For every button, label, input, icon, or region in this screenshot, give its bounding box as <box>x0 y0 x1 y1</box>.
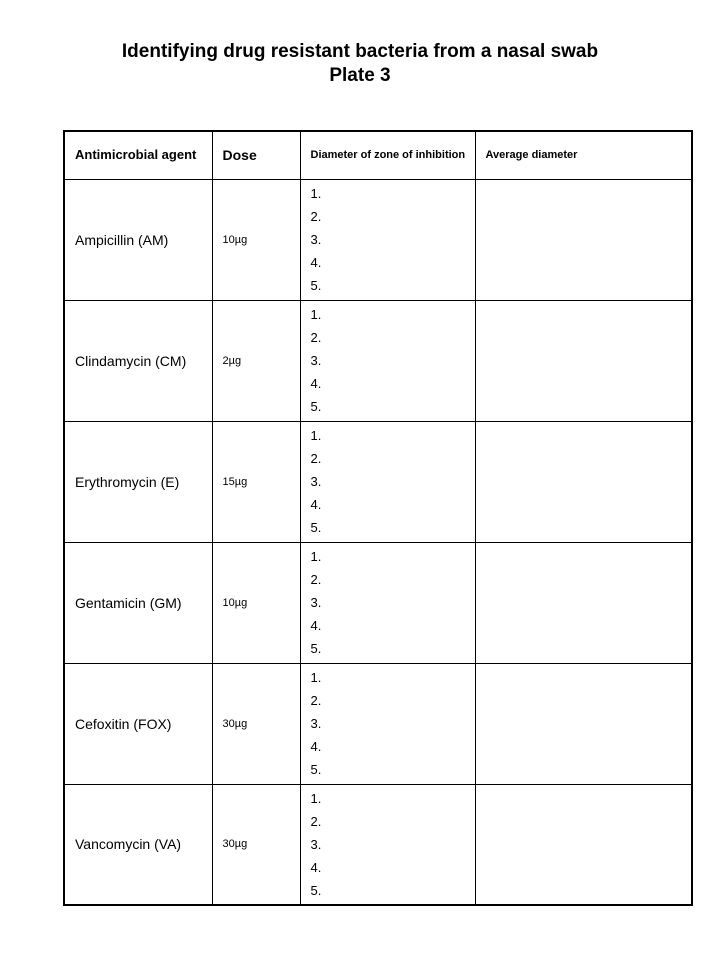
replicate-entry: 1. <box>310 307 322 322</box>
antimicrobial-agent-cell: Vancomycin (VA) <box>64 784 212 905</box>
replicate-entry: 4. <box>310 497 322 512</box>
average-diameter-cell[interactable] <box>475 542 692 663</box>
table-header-row <box>64 131 692 179</box>
antimicrobial-agent-cell: Clindamycin (CM) <box>64 300 212 421</box>
table-row <box>64 300 692 421</box>
replicate-entry: 4. <box>310 739 322 754</box>
dose-cell: 10µg <box>212 542 300 663</box>
replicate-list <box>311 303 475 418</box>
zone-diameter-cell[interactable] <box>300 300 475 421</box>
replicate-entry: 3. <box>310 716 322 731</box>
replicate-list <box>311 666 475 781</box>
table-body <box>64 179 692 905</box>
replicate-entry: 4. <box>310 618 322 633</box>
replicate-list <box>311 182 475 297</box>
average-diameter-cell[interactable] <box>475 421 692 542</box>
table-row <box>64 179 692 300</box>
replicate-entry: 4. <box>310 255 322 270</box>
zone-diameter-cell[interactable] <box>300 542 475 663</box>
header-average-diameter: Average diameter <box>475 131 692 179</box>
zone-diameter-cell[interactable] <box>300 784 475 905</box>
title-line-plate: Plate 3 <box>329 65 391 86</box>
table-row <box>64 784 692 905</box>
replicate-entry: 5. <box>310 641 322 656</box>
table-row <box>64 542 692 663</box>
replicate-entry: 1. <box>310 790 322 806</box>
table-row <box>64 421 692 542</box>
replicate-entry: 2. <box>310 209 322 224</box>
replicate-entry: 5. <box>310 882 322 898</box>
title-line-main: Identifying drug resistant bacteria from a nasal swab <box>121 41 599 62</box>
dose-cell: 30µg <box>212 663 300 784</box>
zone-diameter-cell[interactable] <box>300 421 475 542</box>
dose-cell: 2µg <box>212 300 300 421</box>
replicate-entry: 1. <box>310 549 322 564</box>
table-row <box>64 663 692 784</box>
replicate-entry: 1. <box>310 670 322 685</box>
zone-diameter-cell[interactable] <box>300 179 475 300</box>
average-diameter-cell[interactable] <box>475 663 692 784</box>
replicate-entry: 4. <box>310 376 322 391</box>
average-diameter-cell[interactable] <box>475 179 692 300</box>
replicate-list <box>311 424 475 539</box>
replicate-list <box>311 787 475 902</box>
antimicrobial-agent-cell: Ampicillin (AM) <box>64 179 212 300</box>
zone-diameter-cell[interactable] <box>300 663 475 784</box>
replicate-entry: 5. <box>310 520 322 535</box>
replicate-entry: 3. <box>310 353 322 368</box>
replicate-entry: 3. <box>310 595 322 610</box>
replicate-entry: 2. <box>310 330 322 345</box>
replicate-entry: 2. <box>310 572 322 587</box>
antimicrobial-agent-cell: Erythromycin (E) <box>64 421 212 542</box>
replicate-entry: 5. <box>310 399 322 414</box>
average-diameter-cell[interactable] <box>475 300 692 421</box>
header-dose: Dose <box>212 131 300 179</box>
replicate-entry: 4. <box>310 859 322 875</box>
replicate-entry: 5. <box>310 762 322 777</box>
dose-cell: 30µg <box>212 784 300 905</box>
replicate-entry: 2. <box>310 693 322 708</box>
replicate-entry: 2. <box>310 813 322 829</box>
document-title <box>40 40 680 88</box>
replicate-entry: 5. <box>310 278 322 293</box>
header-antimicrobial-agent: Antimicrobial agent <box>64 131 212 179</box>
antimicrobial-agent-cell: Gentamicin (GM) <box>64 542 212 663</box>
average-diameter-cell[interactable] <box>475 784 692 905</box>
replicate-entry: 3. <box>310 836 322 852</box>
replicate-list <box>311 545 475 660</box>
replicate-entry: 1. <box>310 186 322 201</box>
antimicrobial-agent-cell: Cefoxitin (FOX) <box>64 663 212 784</box>
dose-cell: 15µg <box>212 421 300 542</box>
replicate-entry: 3. <box>310 474 322 489</box>
replicate-entry: 3. <box>310 232 322 247</box>
inhibition-zone-table <box>63 130 693 906</box>
header-zone-diameter: Diameter of zone of inhibition <box>300 131 475 179</box>
replicate-entry: 2. <box>310 451 322 466</box>
replicate-entry: 1. <box>310 428 322 443</box>
dose-cell: 10µg <box>212 179 300 300</box>
